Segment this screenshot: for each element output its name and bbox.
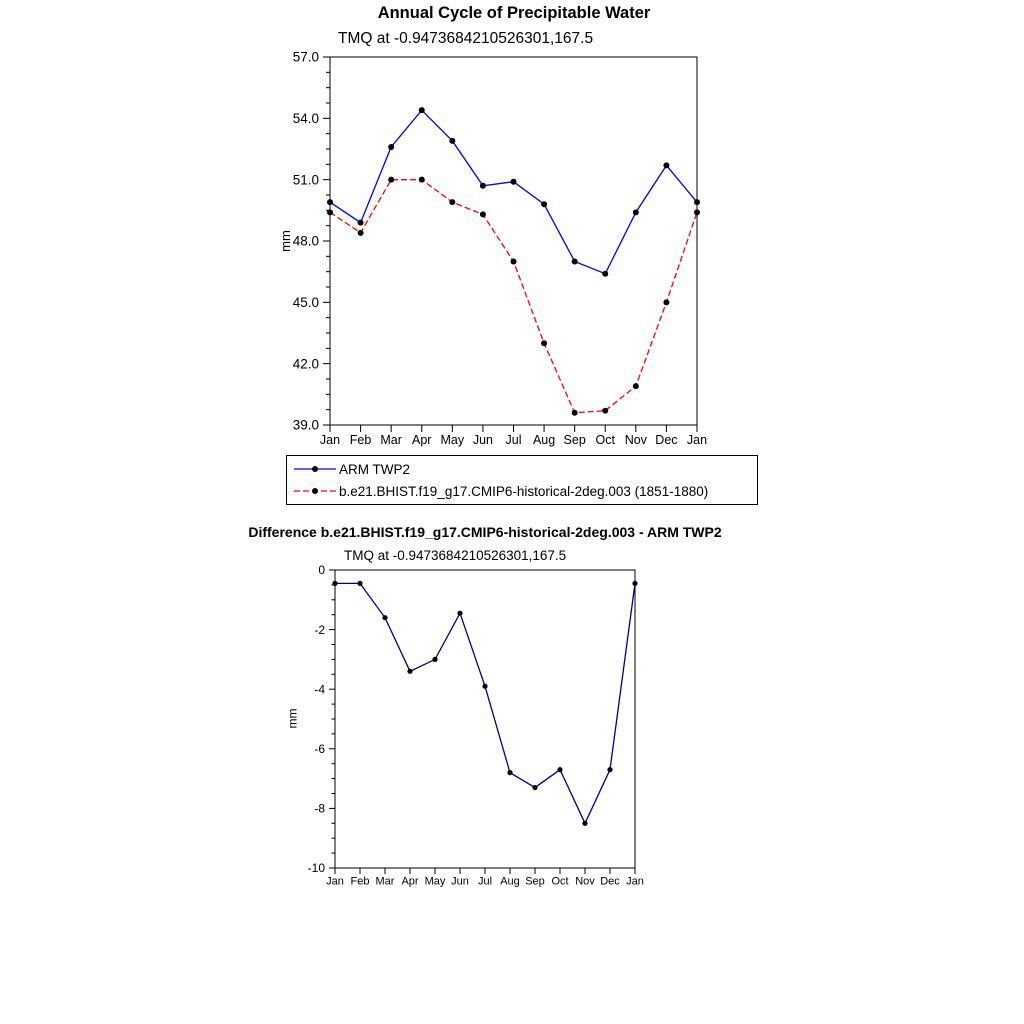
svg-text:Feb: Feb [349, 432, 372, 447]
svg-text:54.0: 54.0 [292, 111, 319, 127]
svg-text:Aug: Aug [532, 432, 556, 447]
svg-text:39.0: 39.0 [292, 417, 319, 433]
series-marker [327, 209, 333, 215]
svg-text:Mar: Mar [375, 875, 395, 888]
chart1-title: Annual Cycle of Precipitable Water [377, 4, 651, 22]
series-marker [632, 581, 637, 586]
svg-text:Apr: Apr [401, 875, 419, 888]
series-marker [480, 211, 486, 217]
svg-text:Jun: Jun [472, 432, 493, 447]
svg-text:Aug: Aug [500, 875, 520, 888]
series-marker [511, 258, 517, 264]
svg-text:Dec: Dec [655, 432, 678, 447]
svg-text:Jan: Jan [686, 432, 708, 447]
legend [286, 455, 758, 505]
series-marker [541, 340, 547, 346]
legend-label-model: b.e21.BHIST.f19_g17.CMIP6-historical-2deg.003 (1851-1880) [339, 483, 709, 499]
series-marker [602, 271, 608, 277]
chart2-subtitle: TMQ at -0.9473684210526301,167.5 [344, 548, 567, 563]
series-marker [449, 138, 455, 144]
series-marker [663, 299, 669, 305]
series-marker [557, 767, 562, 772]
svg-text:Oct: Oct [551, 875, 569, 888]
svg-text:Apr: Apr [412, 432, 432, 447]
series-marker [407, 669, 412, 674]
series-marker [633, 209, 639, 215]
series-marker [694, 199, 700, 205]
series-marker [419, 177, 425, 183]
series-marker [327, 199, 333, 205]
legend-label-arm-twp2: ARM TWP2 [339, 461, 411, 477]
series-marker [419, 107, 425, 113]
svg-text:-8: -8 [314, 801, 325, 816]
series-marker [541, 201, 547, 207]
svg-text:Mar: Mar [380, 432, 402, 447]
svg-text:Nov: Nov [575, 875, 595, 888]
chart1-y-axis-label: mm [278, 230, 293, 252]
legend-item-model [293, 480, 757, 502]
svg-text:0: 0 [318, 563, 325, 578]
series-line-0 [330, 110, 697, 274]
svg-text:Jun: Jun [451, 875, 469, 888]
series-marker [358, 230, 364, 236]
svg-text:-4: -4 [314, 682, 325, 697]
series-marker [694, 209, 700, 215]
series-marker [332, 581, 337, 586]
series-line-1 [330, 180, 697, 413]
legend-line-sample-red [293, 484, 337, 498]
series-line-0 [335, 583, 635, 823]
svg-text:-2: -2 [314, 622, 325, 637]
series-marker [663, 162, 669, 168]
svg-text:Oct: Oct [595, 432, 615, 447]
svg-text:May: May [424, 875, 446, 888]
series-marker [358, 220, 364, 226]
svg-text:Nov: Nov [624, 432, 647, 447]
svg-text:Jan: Jan [626, 875, 644, 888]
series-marker [602, 408, 608, 414]
svg-text:Sep: Sep [563, 432, 586, 447]
series-marker [388, 177, 394, 183]
svg-text:42.0: 42.0 [292, 356, 319, 372]
plot-frame [330, 57, 697, 425]
series-marker [357, 581, 362, 586]
svg-text:Jul: Jul [505, 432, 522, 447]
series-marker [532, 785, 537, 790]
svg-text:May: May [440, 432, 465, 447]
chart1-subtitle: TMQ at -0.9473684210526301,167.5 [338, 30, 594, 47]
svg-text:Dec: Dec [600, 875, 620, 888]
series-marker [582, 821, 587, 826]
svg-text:-10: -10 [307, 861, 325, 876]
svg-text:Jan: Jan [326, 875, 344, 888]
svg-text:Sep: Sep [525, 875, 545, 888]
series-marker [607, 767, 612, 772]
chart2-y-axis-label: mm [285, 708, 300, 729]
svg-text:48.0: 48.0 [292, 233, 319, 249]
series-marker [449, 199, 455, 205]
legend-line-sample-blue [293, 462, 337, 476]
series-marker [633, 383, 639, 389]
svg-text:-6: -6 [314, 742, 325, 756]
svg-text:Jul: Jul [477, 875, 493, 888]
series-marker [480, 183, 486, 189]
series-marker [572, 410, 578, 416]
svg-text:Feb: Feb [350, 875, 370, 888]
svg-text:57.0: 57.0 [292, 49, 319, 65]
svg-text:51.0: 51.0 [292, 172, 319, 188]
series-marker [572, 258, 578, 264]
series-marker [511, 179, 517, 185]
series-marker [432, 657, 437, 662]
plot-frame [335, 570, 635, 868]
legend-item-arm-twp2 [293, 458, 757, 480]
series-marker [482, 684, 487, 689]
chart2-title: Difference b.e21.BHIST.f19_g17.CMIP6-historical-2deg.003 - ARM TWP2 [248, 524, 722, 540]
svg-text:45.0: 45.0 [292, 295, 319, 311]
svg-text:Jan: Jan [319, 432, 341, 447]
series-marker [388, 144, 394, 150]
series-marker [507, 770, 512, 775]
series-marker [382, 615, 387, 620]
series-marker [457, 611, 462, 616]
